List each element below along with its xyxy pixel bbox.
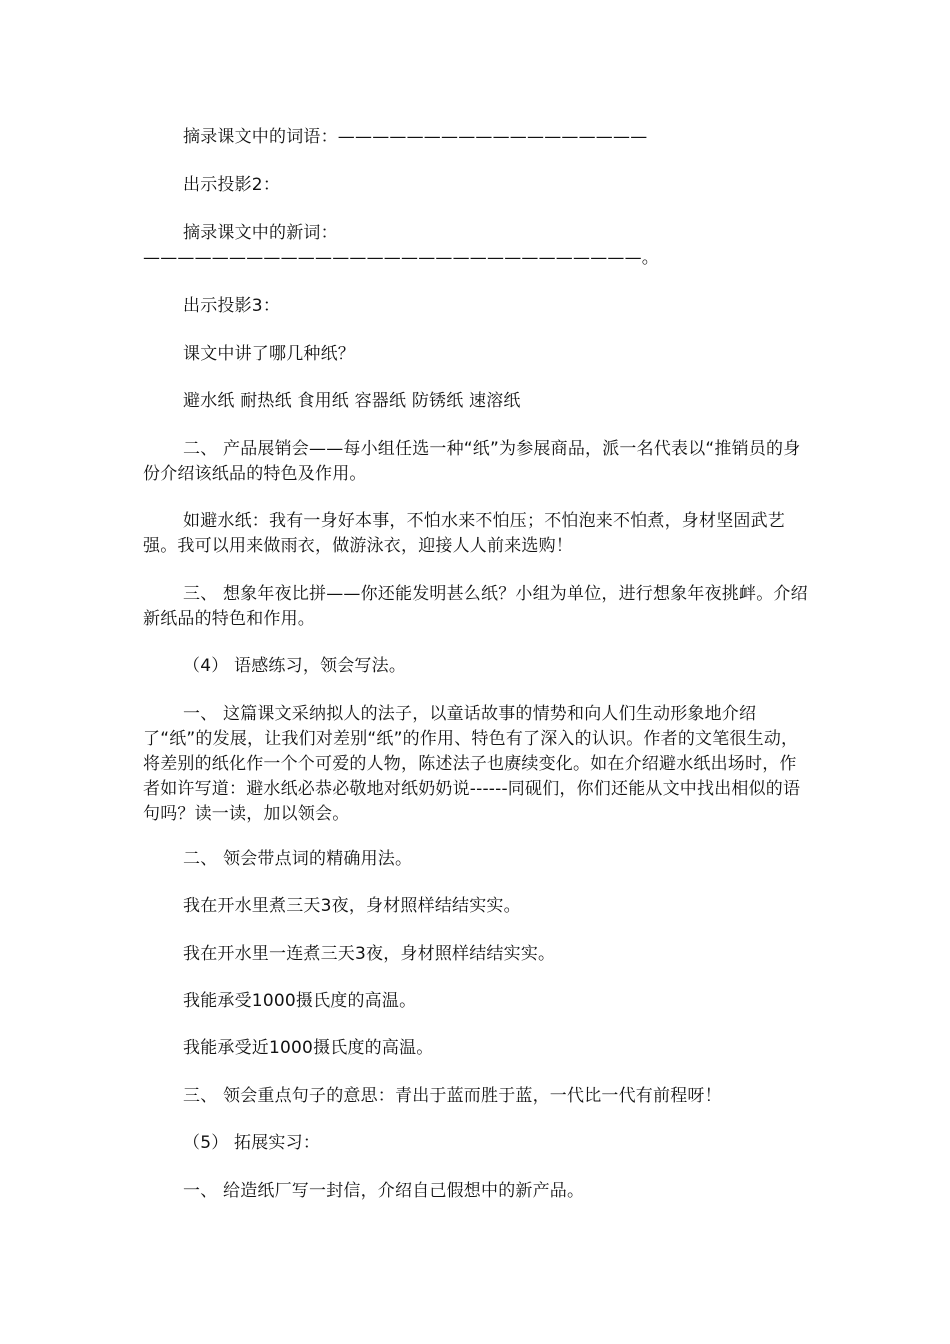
paper-types-list: 避水纸 耐热纸 食用纸 容器纸 防锈纸 速溶纸 [183, 391, 521, 411]
section-product-fair: 二、 产品展销会——每小组任选一种“纸”为参展商品，派一名代表以“推销员的身份介绍该纸品的特色及作用。 [143, 439, 801, 484]
example-sentence-2: 我在开水里一连煮三天3夜，身材照样结结实实。 [183, 944, 556, 964]
subheading-extension-practice: （5） 拓展实习： [183, 1133, 321, 1153]
section-dotted-words: 二、 领会带点词的精确用法。 [183, 849, 413, 869]
projection-3-heading: 出示投影3： [183, 296, 281, 316]
excerpt-words-line: 摘录课文中的词语：—————————————————— [183, 127, 648, 147]
subheading-language-practice: （4） 语感练习，领会写法。 [183, 656, 407, 676]
section-write-letter: 一、 给造纸厂写一封信，介绍自己假想中的新产品。 [183, 1181, 585, 1201]
example-sentence-3: 我能承受1000摄氏度的高温。 [183, 991, 417, 1011]
example-sentence-4: 我能承受近1000摄氏度的高温。 [183, 1038, 434, 1058]
example-sentence-1: 我在开水里煮三天3夜，身材照样结结实实。 [183, 896, 521, 916]
section-personification: 一、 这篇课文采纳拟人的法子，以童话故事的情势和向人们生动形象地介绍了“纸”的发展，让我们对差别“纸”的作用、特色有了深入的认识。作者的文笔很生动，将差别的纸化作一个个可爱的人物，陈述法子也赓续变化。如在介绍避水纸出场时，作者如许写道：避水纸必恭必敬地对纸奶奶说------同砚们，你们还能从文中找出相似的语句吗？读一读，加以领会。 [143, 704, 801, 824]
section-key-sentence: 三、 领会重点句子的意思：青出于蓝而胜于蓝，一代比一代有前程呀！ [183, 1086, 722, 1106]
excerpt-new-words-line: 摘录课文中的新词：—————————————————————————————。 [143, 223, 659, 268]
waterproof-paper-example: 如避水纸：我有一身好本事，不怕水来不怕压；不怕泡来不怕煮，身材坚固武艺强。我可以用来做雨衣，做游泳衣，迎接人人前来选购！ [143, 511, 785, 556]
question-paper-types: 课文中讲了哪几种纸？ [183, 344, 355, 364]
projection-2-heading: 出示投影2： [183, 175, 281, 195]
section-imagination-contest: 三、 想象年夜比拼——你还能发明甚么纸？小组为单位，进行想象年夜挑衅。介绍新纸品的特色和作用。 [143, 584, 808, 629]
